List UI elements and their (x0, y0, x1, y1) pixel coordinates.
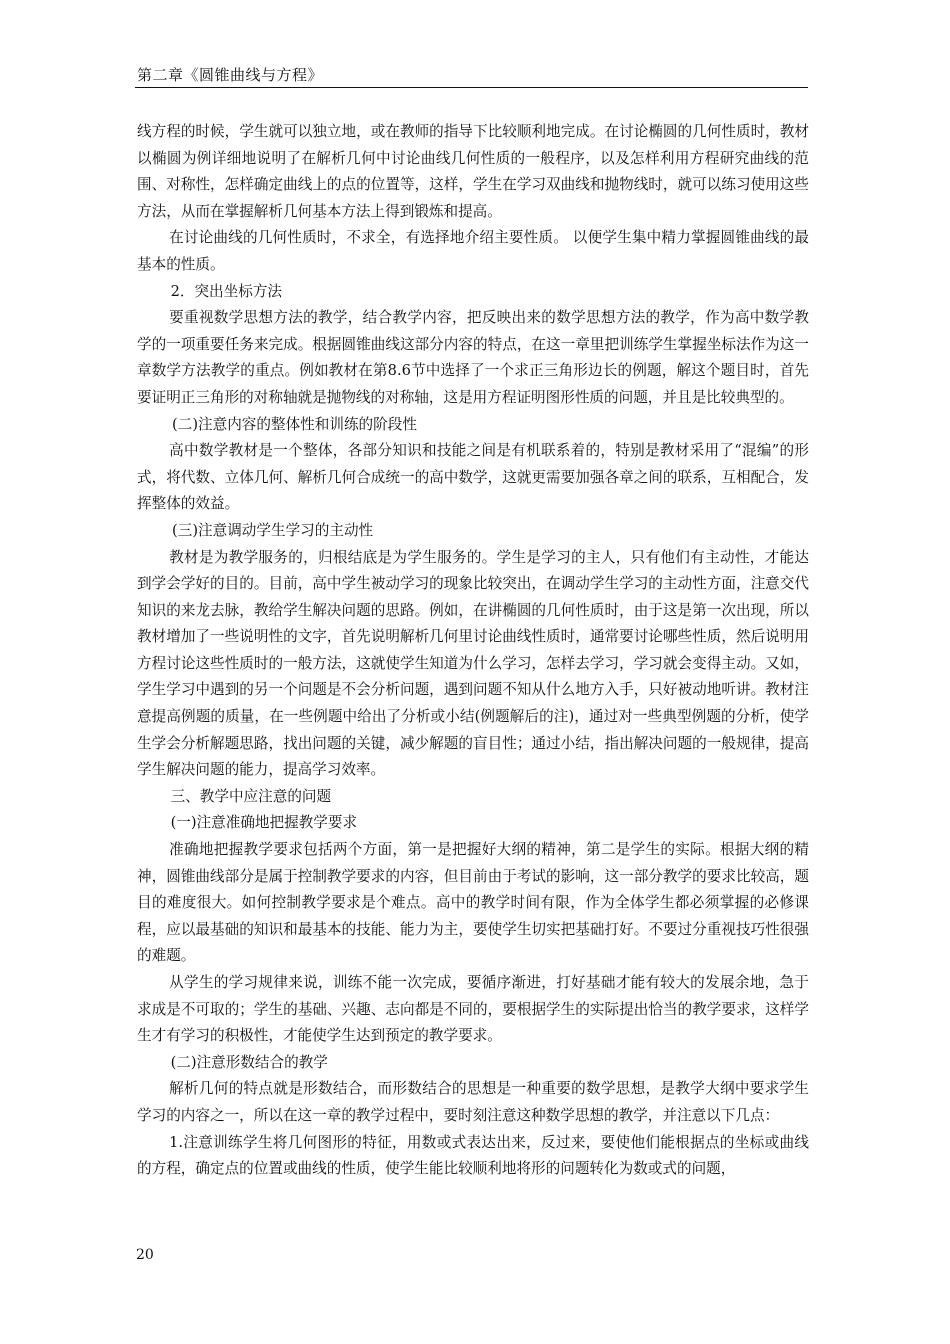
section-heading: (一)注意准确地把握教学要求 (170, 814, 358, 832)
section-heading: 2．突出坐标方法 (170, 282, 283, 300)
section-heading: 三、教学中应注意的问题 (170, 787, 332, 805)
chapter-title: 第二章《圆锥曲线与方程》 (137, 66, 324, 84)
paragraph: 准确地把握教学要求包括两个方面，第一是把握好大纲的精神，第二是学生的实际。根据大纲的精神，圆锥曲线部分是属于控制教学要求的内容，但目前由于考试的影响，这一部分教学的要求比较高，题目的难度很大。如何控制教学要求是个难点。高中的教学时间有限，作为全体学生都必须掌握的必修课程，应以最基础的知识和最基本的技能、能力为主，要使学生切实把基础打好。不要过分重视技巧性很强的难题。 (137, 841, 809, 965)
body-text (137, 119, 809, 1183)
paragraph: 1.注意训练学生将几何图形的特征，用数或式表达出来，反过来，要使他们能根据点的坐标或曲线的方程，确定点的位置或曲线的性质，使学生能比较顺利地将形的问题转化为数或式的问题， (137, 1133, 809, 1178)
page-header (135, 64, 808, 88)
section-heading: (二)注意内容的整体性和训练的阶段性 (172, 415, 417, 433)
section-heading: (二)注意形数结合的教学 (170, 1053, 328, 1071)
section-heading: (三)注意调动学生学习的主动性 (172, 521, 374, 539)
paragraph: 解析几何的特点就是形数结合，而形数结合的思想是一种重要的数学思想，是教学大纲中要求学生学习的内容之一，所以在这一章的教学过程中，要时刻注意这种数学思想的教学，并注意以下几点： (137, 1080, 809, 1124)
page-number: 20 (136, 1247, 154, 1263)
paragraph: 要重视数学思想方法的教学，结合教学内容，把反映出来的数学思想方法的教学，作为高中数学教学的一项重要任务来完成。根据圆锥曲线这部分内容的特点，在这一章里把训练学生掌握坐标法作为这一章数学方法教学的重点。例如教材在第8.6节中选择了一个求正三角形边长的例题，解这个题目时，首先要证明正三角形的对称轴就是抛物线的对称轴，这是用方程证明图形性质的问题，并且是比较典型的。 (137, 309, 809, 406)
paragraph: 教材是为教学服务的，归根结底是为学生服务的。学生是学习的主人，只有他们有主动性，才能达到学会学好的目的。目前，高中学生被动学习的现象比较突出，在调动学生学习的主动性方面，注意交代知识的来龙去脉，教给学生解决问题的思路。例如，在讲椭圆的几何性质时，由于这是第一次出现，所以教材增加了一些说明性的文字，首先说明解析几何里讨论曲线性质时，通常要讨论哪些性质，然后说明用方程讨论这些性质时的一般方法，这就使学生知道为什么学习，怎样去学习，学习就会变得主动。又如，学生学习中遇到的另一个问题是不会分析问题，遇到问题不知从什么地方入手，只好被动地听讲。教材注意提高例题的质量，在一些例题中给出了分析或小结(例题解后的注)，通过对一些典型例题的分析，使学生学会分析解题思路，找出问题的关键，减少解题的盲目性；通过小结，指出解决问题的一般规律，提高学生解决问题的能力，提高学习效率。 (137, 548, 809, 779)
paragraph: 线方程的时候，学生就可以独立地，或在教师的指导下比较顺利地完成。在讨论椭圆的几何性质时，教材以椭圆为例详细地说明了在解析几何中讨论曲线几何性质的一般程序，以及怎样利用方程研究曲线的范围、对称性，怎样确定曲线上的点的位置等，这样，学生在学习双曲线和抛物线时，就可以练习使用这些方法，从而在掌握解析几何基本方法上得到锻炼和提高。 (137, 123, 809, 220)
paragraph: 高中数学教材是一个整体，各部分知识和技能之间是有机联系着的，特别是教材采用了“混编”的形式，将代数、立体几何、解析几何合成统一的高中数学，这就更需要加强各章之间的联系，互相配合，发挥整体的效益。 (137, 442, 809, 513)
paragraph: 从学生的学习规律来说，训练不能一次完成，要循序渐进，打好基础才能有较大的发展余地，急于求成是不可取的；学生的基础、兴趣、志向都是不同的，要根据学生的实际提出恰当的教学要求，这样学生才有学习的积极性，才能使学生达到预定的教学要求。 (137, 974, 809, 1045)
paragraph: 在讨论曲线的几何性质时，不求全，有选择地介绍主要性质。 以便学生集中精力掌握圆锥曲线的最基本的性质。 (137, 229, 809, 273)
